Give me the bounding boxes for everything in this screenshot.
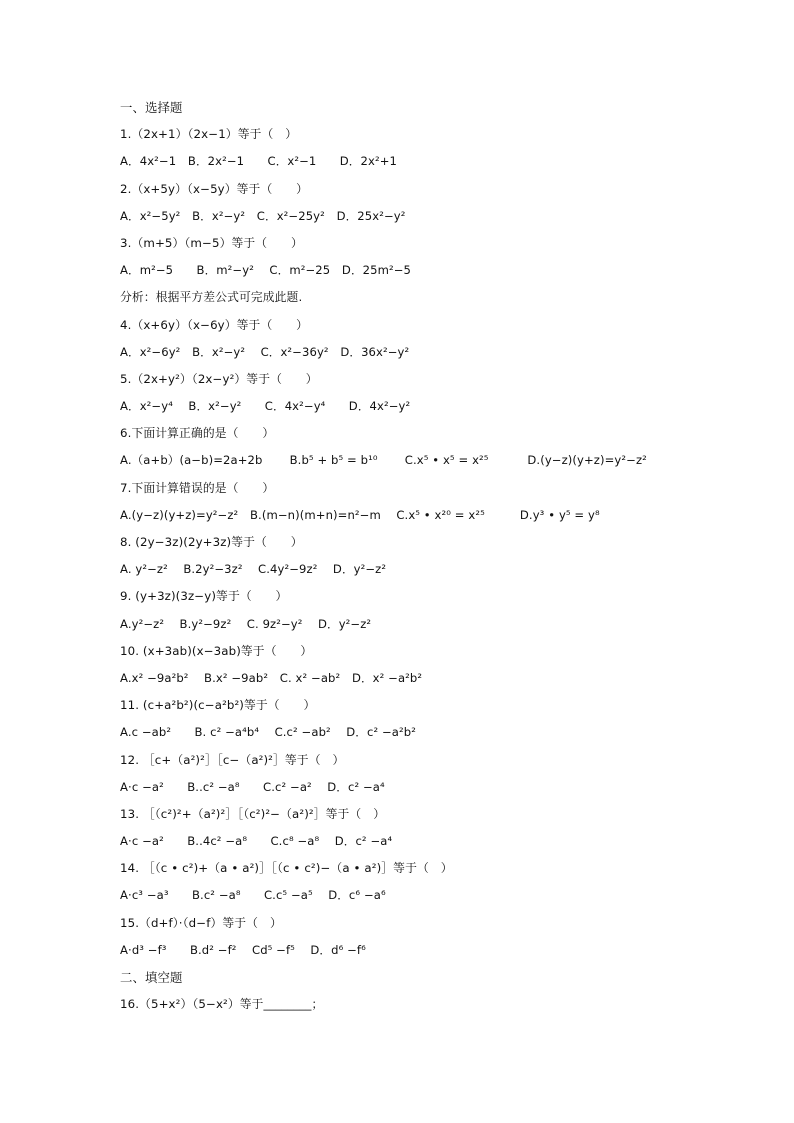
options-9: A.y²−z² B.y²−9z² C. 9z²−y² D．y²−z² [120,616,372,631]
question-8: 8. (2y−3z)(2y+3z)等于（ ） [120,535,303,549]
question-1: 1.（2x+1）（2x−1）等于（ ） [120,127,298,142]
question-13: 13. ［（c²)²+（a²)²］［（c²)²−（a²)²］等于（ ） [120,806,386,821]
options-4: A．x²−6y² B．x²−y² C．x²−36y² D．36x²−y² [120,344,410,359]
section-heading-fill-in: 二、填空题 [120,970,183,985]
question-12: 12. ［c+（a²)²］［c−（a²)²］等于（ ） [120,752,345,767]
options-5: A．x²−y⁴ B．x²−y² C．4x²−y⁴ D．4x²−y² [120,399,411,414]
question-10: 10. (x+3ab)(x−3ab)等于（ ） [120,643,313,658]
question-16: 16.（5+x²）（5−x²）等于________； [120,997,324,1012]
options-12: A·c −a² B..c² −a⁸ C.c² −a² D．c² −a⁴ [120,779,385,794]
options-3: A．m²−5 B．m²−y² C．m²−25 D．25m²−5 [120,263,412,278]
options-14: A·c³ −a³ B.c² −a⁸ C.c⁵ −a⁵ D．c⁶ −a⁶ [120,888,386,903]
question-5: 5.（2x+y²）（2x−y²）等于（ ） [120,371,318,386]
options-2: A．x²−5y² B．x²−y² C．x²−25y² D．25x²−y² [120,208,406,223]
options-10: A.x² −9a²b² B.x² −9ab² C. x² −ab² D．x² −a²b² [120,670,423,685]
options-6: A.（a+b）(a−b)=2a+2b B.b⁵ + b⁵ = b¹⁰ C.x⁵ • x⁵ = x²⁵ D.(y−z)(y+z)=y²−z² [120,453,647,468]
section-heading-choice: 一、选择题 [120,100,183,115]
options-15: A·d³ −f³ B.d² −f² Cd⁵ −f⁵ D．d⁶ −f⁶ [120,942,366,957]
options-1: A．4x²−1 B．2x²−1 C．x²−1 D．2x²+1 [120,154,397,169]
options-8: A. y²−z² B.2y²−3z² C.4y²−9z² D．y²−z² [120,562,387,577]
options-13: A·c −a² B..4c² −a⁸ C.c⁸ −a⁸ D．c² −a⁴ [120,834,393,849]
question-15: 15.（d+f）·（d−f）等于（ ） [120,915,282,930]
question-11: 11. (c+a²b²)(c−a²b²)等于（ ） [120,698,316,713]
question-3: 3.（m+5）（m−5）等于（ ） [120,235,303,250]
options-7: A.(y−z)(y+z)=y²−z² B.(m−n)(m+n)=n²−m C.x⁵ • x²⁰ = x²⁵ D.y³ • y⁵ = y⁸ [120,507,600,522]
options-11: A.c −ab² B. c² −a⁴b⁴ C.c² −ab² D．c² −a²b² [120,725,416,740]
question-2: 2.（x+5y）（x−5y）等于（ ） [120,181,309,196]
worksheet [120,94,760,1018]
question-4: 4.（x+6y）（x−6y）等于（ ） [120,317,309,332]
question-9: 9. (y+3z)(3z−y)等于（ ） [120,589,288,604]
question-7: 7.下面计算错误的是（ ） [120,480,275,495]
analysis-note: 分析：根据平方差公式可完成此题. [120,290,303,305]
question-14: 14. ［（c • c²)+（a • a²)］［（c • c²)−（a • a²)］等于（ ） [120,861,453,876]
question-6: 6.下面计算正确的是（ ） [120,426,275,441]
